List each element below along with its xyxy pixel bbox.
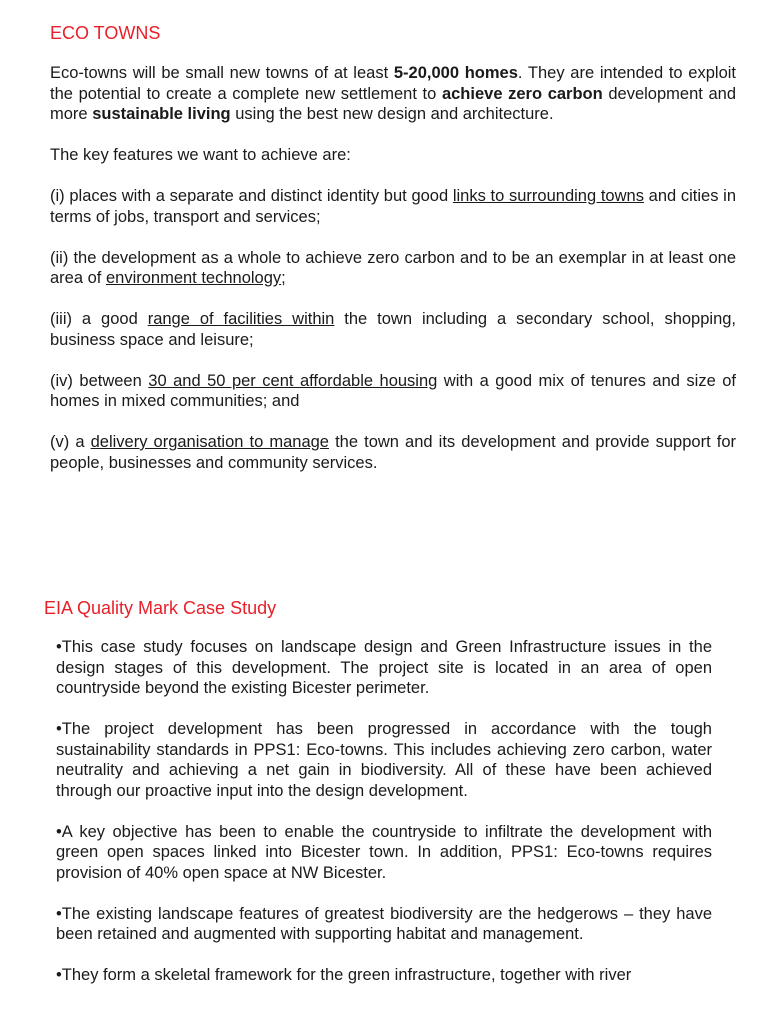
- feature-item: [50, 186, 736, 227]
- feature-text: and cities in terms of jobs, transport and services;: [50, 187, 737, 226]
- feature-underlined-phrase: range of facilities within: [147, 310, 335, 328]
- feature-item: [50, 432, 736, 473]
- intro-bold-sustainable: sustainable living: [92, 105, 231, 123]
- feature-text: the town including a secondary school, shopping, business space and leisure;: [50, 310, 737, 349]
- feature-item: [50, 371, 736, 412]
- intro-bold-zero-carbon: achieve zero carbon: [441, 84, 603, 103]
- case-study-bullet: •They form a skeletal framework for the green infrastructure, together with river: [56, 966, 632, 984]
- intro-text-3: development and more: [50, 84, 737, 123]
- intro-bold-homes: 5-20,000 homes: [393, 64, 518, 82]
- intro-text-4: using the best new design and architecture.: [230, 105, 554, 123]
- feature-text: (iv) between: [50, 371, 149, 390]
- case-study-heading: EIA Quality Mark Case Study: [44, 598, 277, 618]
- eco-towns-section: [50, 63, 736, 473]
- feature-text: (i) places with a separate and distinct identity but good: [50, 187, 453, 205]
- eco-towns-heading: ECO TOWNS: [50, 23, 161, 43]
- feature-underlined-phrase: delivery organisation to manage: [90, 433, 329, 451]
- case-study-bullet: •This case study focuses on landscape design and Green Infrastructure issues in the design stages of this development. The project site is located in an area of open countryside beyond the existing Bicester perimeter.: [56, 638, 712, 697]
- intro-text-1: Eco-towns will be small new towns of at least: [50, 64, 394, 82]
- feature-underlined-phrase: environment technology: [105, 269, 282, 287]
- feature-text: (ii) the development as a whole to achieve zero carbon and to be an exemplar in at least one area of: [50, 248, 736, 287]
- case-study-bullet: •The project development has been progressed in accordance with the tough sustainability standards in PPS1: Eco-towns. This includes achieving zero carbon, water neutrality and achieving a net gain in biodiversity. All of these have been achieved through our proactive input into the design development.: [56, 720, 712, 800]
- feature-text: (iii) a good: [50, 310, 148, 328]
- intro-paragraph: [50, 63, 736, 125]
- feature-underlined-phrase: links to surrounding towns: [452, 187, 644, 205]
- feature-text: ;: [281, 269, 286, 287]
- feature-text: (v) a: [50, 433, 91, 451]
- case-study-bullet: •The existing landscape features of greatest biodiversity are the hedgerows – they have been retained and augmented with supporting habitat and management.: [56, 904, 712, 943]
- case-study-bullet: •A key objective has been to enable the countryside to infiltrate the development with green open spaces linked into Bicester town. In addition, PPS1: Eco-towns requires provision of 40% open space at NW Bicester.: [56, 822, 712, 882]
- features-intro: The key features we want to achieve are:: [50, 146, 351, 164]
- feature-text: the town and its development and provide support for people, businesses and community services.: [50, 433, 736, 472]
- feature-item: [50, 248, 736, 289]
- feature-text: with a good mix of tenures and size of homes in mixed communities; and: [50, 371, 736, 410]
- case-study-section: [56, 637, 712, 1006]
- feature-underlined-phrase: 30 and 50 per cent affordable housing: [148, 371, 438, 390]
- feature-item: [50, 309, 736, 350]
- intro-text-2: . They are intended to exploit the potential to create a complete new settlement to: [50, 64, 736, 103]
